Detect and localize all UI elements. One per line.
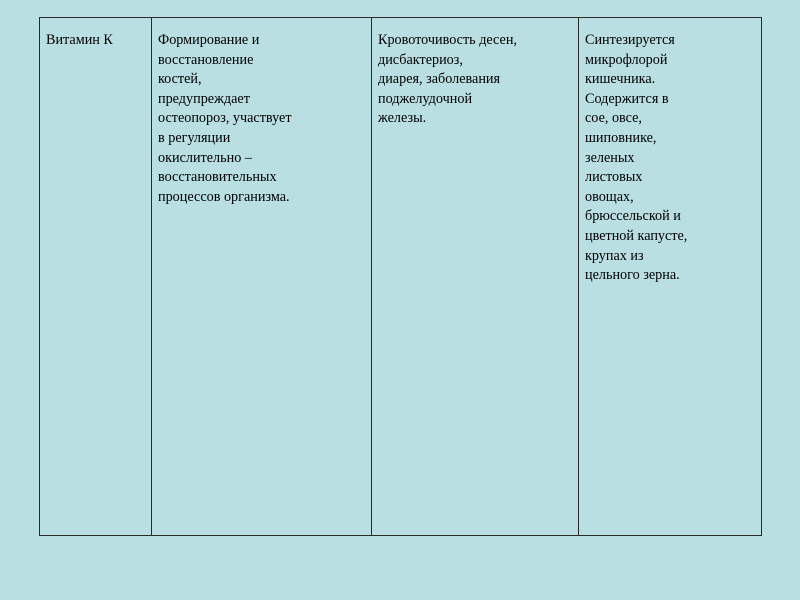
function-line: восстановление xyxy=(158,51,254,68)
sources-line: цельного зерна. xyxy=(585,267,680,284)
function-line: в регуляции xyxy=(158,129,231,146)
deficiency-line: Кровоточивость десен, xyxy=(378,32,517,48)
function-cell xyxy=(152,18,372,536)
function-line: Формирование и xyxy=(158,32,260,48)
deficiency-line: диарея, заболевания xyxy=(378,71,501,88)
vitamin-table xyxy=(39,17,762,536)
function-line: восстановительных xyxy=(158,169,277,186)
sources-line: листовых xyxy=(585,169,643,186)
deficiency-line: железы. xyxy=(378,110,427,127)
function-line: остеопороз, участвует xyxy=(158,110,292,127)
function-line: костей, xyxy=(158,71,202,88)
sources-line: крупах из xyxy=(585,247,644,264)
function-line: процессов организма. xyxy=(158,188,290,205)
sources-text xyxy=(585,31,754,286)
deficiency-line: дисбактериоз, xyxy=(378,51,463,68)
vitamin-name-cell xyxy=(40,18,152,536)
sources-line: брюссельской и xyxy=(585,208,681,225)
deficiency-cell xyxy=(372,18,579,536)
deficiency-text xyxy=(378,31,571,129)
sources-cell xyxy=(579,18,762,536)
function-line: предупреждает xyxy=(158,90,250,107)
function-line: окислительно – xyxy=(158,149,252,166)
function-text xyxy=(158,31,364,207)
sources-line: зеленых xyxy=(585,149,635,166)
vitamin-name: Витамин К xyxy=(46,32,113,48)
sources-line: Содержится в xyxy=(585,90,669,107)
sources-line: кишечника. xyxy=(585,71,656,88)
sources-line: цветной капусте, xyxy=(585,227,688,244)
sources-line: овощах, xyxy=(585,188,634,205)
deficiency-line: поджелудочной xyxy=(378,90,473,107)
table-row xyxy=(40,18,762,536)
sources-line: микрофлорой xyxy=(585,51,668,68)
sources-line: Синтезируется xyxy=(585,32,675,48)
sources-line: шиповнике, xyxy=(585,129,657,146)
sources-line: сое, овсе, xyxy=(585,110,642,127)
